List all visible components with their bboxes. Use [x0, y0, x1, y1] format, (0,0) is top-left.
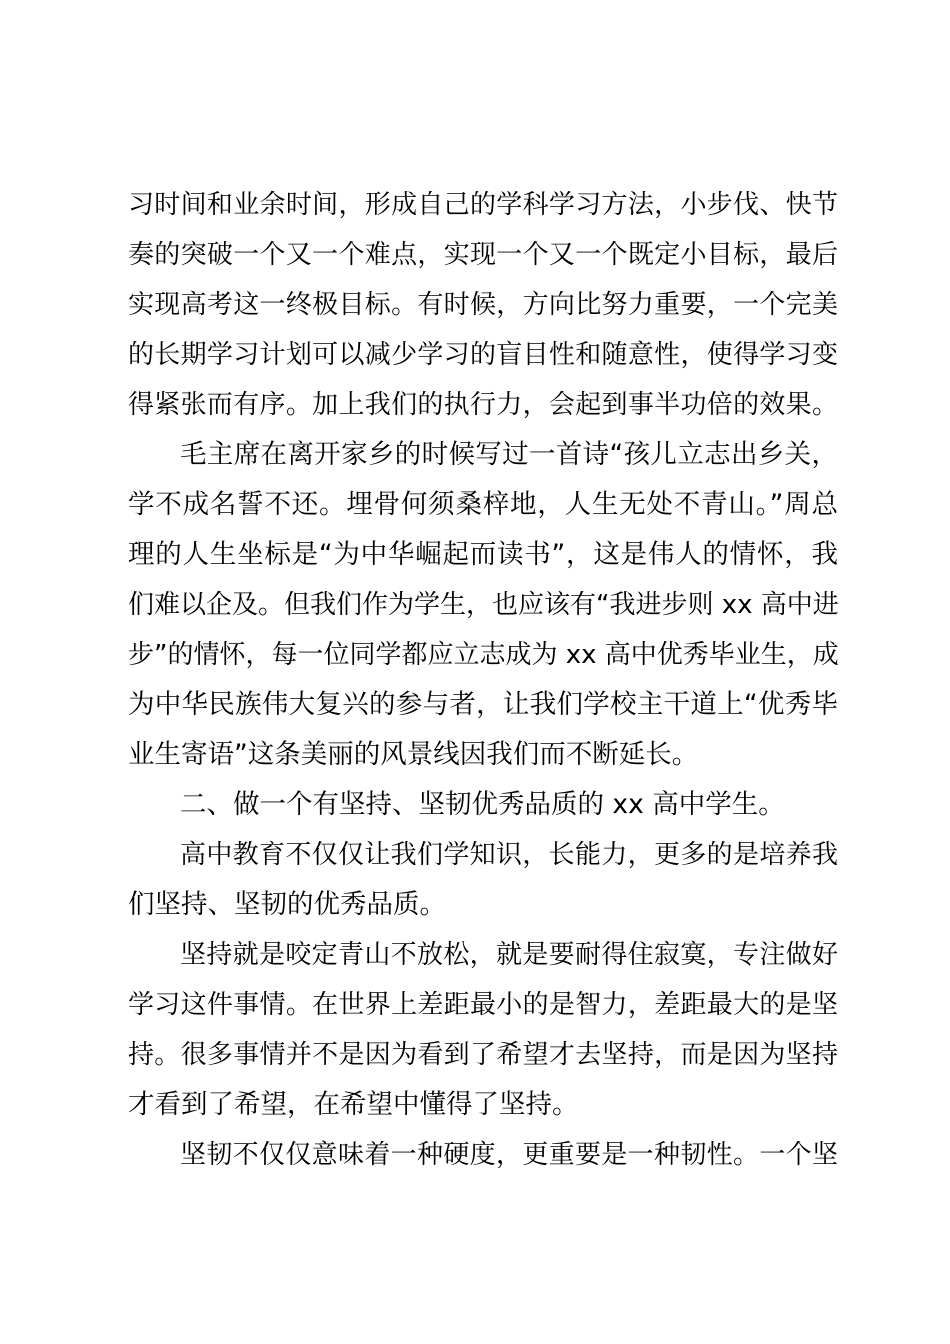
text-line: 习时间和业余时间，形成自己的学科学习方法，小步伐、快节 [128, 190, 838, 220]
paragraph-first-line: 坚持就是咬定青山不放松，就是要耐得住寂寞，专注做好 [180, 940, 838, 970]
text-line: 们坚持、坚韧的优秀品质。 [128, 889, 446, 920]
text-line: 理的人生坐标是“为中华崛起而读书”，这是伟人的情怀，我 [128, 539, 838, 570]
paragraph-first-line: 毛主席在离开家乡的时候写过一首诗“孩儿立志出乡关， [180, 439, 838, 470]
text-line: 奏的突破一个又一个难点，实现一个又一个既定小目标，最后 [128, 240, 838, 270]
section-heading: 二、做一个有坚持、坚韧优秀品质的 xx 高中学生。 [180, 789, 785, 820]
paragraph-first-line: 高中教育不仅仅让我们学知识，长能力，更多的是培养我 [180, 840, 838, 870]
text-line: 实现高考这一终极目标。有时候，方向比努力重要，一个完美 [128, 290, 838, 320]
paragraph-first-line: 坚韧不仅仅意味着一种硬度，更重要是一种韧性。一个坚 [180, 1140, 838, 1170]
text-line: 持。很多事情并不是因为看到了希望才去坚持，而是因为坚持 [128, 1040, 838, 1070]
text-line: 学习这件事情。在世界上差距最小的是智力，差距最大的是坚 [128, 990, 838, 1020]
text-line: 的长期学习计划可以减少学习的盲目性和随意性，使得学习变 [128, 340, 838, 370]
text-line: 业生寄语”这条美丽的风景线因我们而不断延长。 [128, 739, 699, 770]
text-line: 得紧张而有序。加上我们的执行力，会起到事半功倍的效果。 [128, 390, 838, 420]
text-line: 为中华民族伟大复兴的参与者，让我们学校主干道上“优秀毕 [128, 689, 838, 720]
text-line: 步”的情怀，每一位同学都应立志成为 xx 高中优秀毕业生，成 [128, 640, 839, 670]
text-line: 学不成名誓不还。埋骨何须桑梓地，人生无处不青山。”周总 [128, 489, 838, 520]
text-line: 们难以企及。但我们作为学生，也应该有“我进步则 xx 高中进 [128, 590, 839, 620]
text-line: 才看到了希望，在希望中懂得了坚持。 [128, 1089, 579, 1120]
